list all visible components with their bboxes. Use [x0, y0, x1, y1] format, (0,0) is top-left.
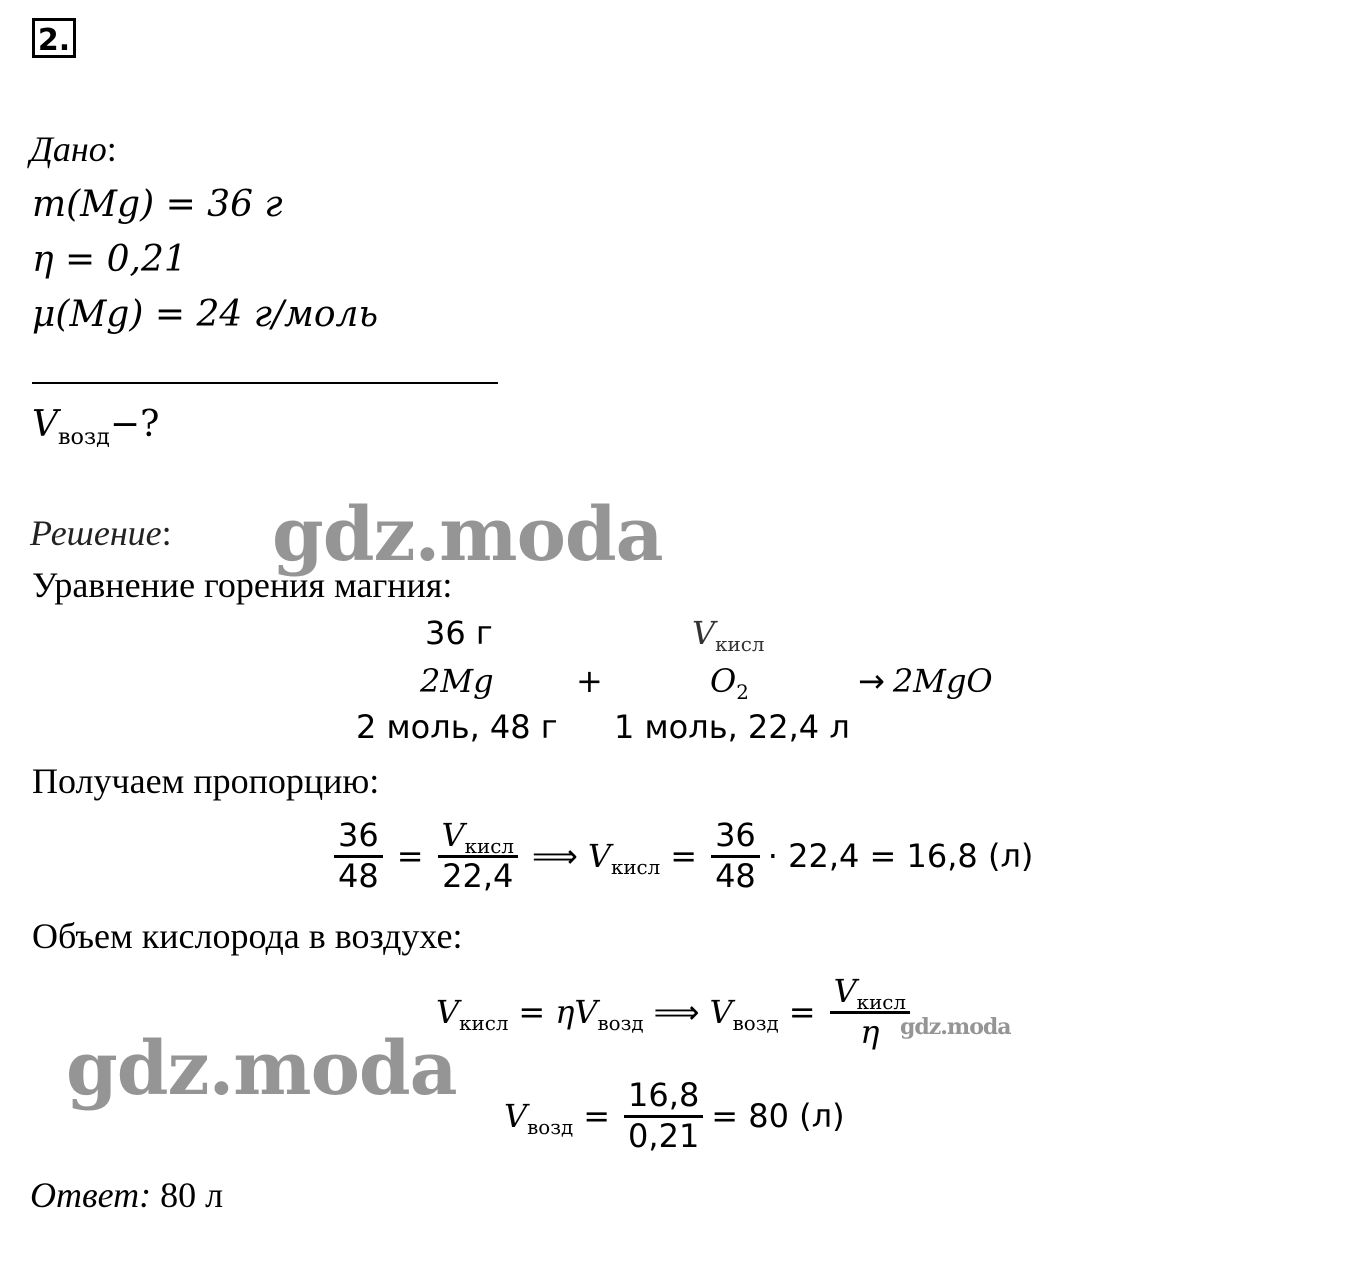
answer: Ответ: 80 л — [30, 1175, 224, 1215]
proportion-equation: $\frac{36}{48}$ = $\frac{V_{кисл}}{22,4}$ ⟹ $V_{кисл}$ = $\frac{36}{48}$ · 22,4 = 16,8 (л) — [330, 808, 1033, 904]
fraction-vkisl-22-4: $\frac{V_{кисл}}{22,4}$ — [438, 819, 518, 893]
given-mass: m(Mg) = 36 г — [32, 184, 283, 225]
air-equation-1: $V_{кисл}$ = $\eta V_{возд}$ ⟹ $V_{возд}$ = $\frac{V_{кисл}}{\eta}$ — [436, 962, 914, 1062]
given-eta: η = 0,21 — [32, 239, 187, 280]
watermark-bottom: gdz.moda — [66, 1026, 457, 1112]
watermark-small: gdz.moda — [900, 1014, 1011, 1040]
fraction-vkisl-eta: $\frac{V_{кисл}}{\eta}$ — [830, 975, 910, 1049]
reaction-mg: 2Mg — [420, 662, 494, 700]
reaction-o2: $O_2$ — [710, 662, 749, 704]
air-equation-2: $V_{возд}$ = $\frac{16,8}{0,21}$ = 80 (л) — [504, 1075, 845, 1155]
reaction-top-o2: $V_{кисл}$ — [692, 614, 765, 656]
reaction-bottom-mg: 2 моль, 48 г — [356, 708, 558, 746]
equation-title: Уравнение горения магния: — [32, 565, 453, 605]
air-title: Объем кислорода в воздухе: — [32, 916, 463, 956]
reaction-plus: + — [576, 662, 603, 700]
problem-number: 2. — [32, 18, 76, 58]
solution-label: Решение: — [30, 513, 172, 553]
reaction-bottom-o2: 1 моль, 22,4 л — [614, 708, 850, 746]
find-quantity: $V_{возд}-$? — [32, 404, 160, 450]
watermark-top: gdz.moda — [272, 492, 663, 578]
fraction-36-48-second: $\frac{36}{48}$ — [711, 819, 760, 893]
proportion-title: Получаем пропорцию: — [32, 761, 380, 801]
fraction-36-48: $\frac{36}{48}$ — [334, 819, 383, 893]
given-divider — [32, 382, 498, 384]
given-label: Дано: — [30, 129, 117, 169]
reaction-product: → 2MgO — [858, 662, 993, 700]
given-molar-mass: μ(Mg) = 24 г/моль — [32, 294, 379, 335]
fraction-16-8-0-21: $\frac{16,8}{0,21}$ — [624, 1079, 703, 1153]
reaction-top-mg: 36 г — [425, 614, 493, 652]
